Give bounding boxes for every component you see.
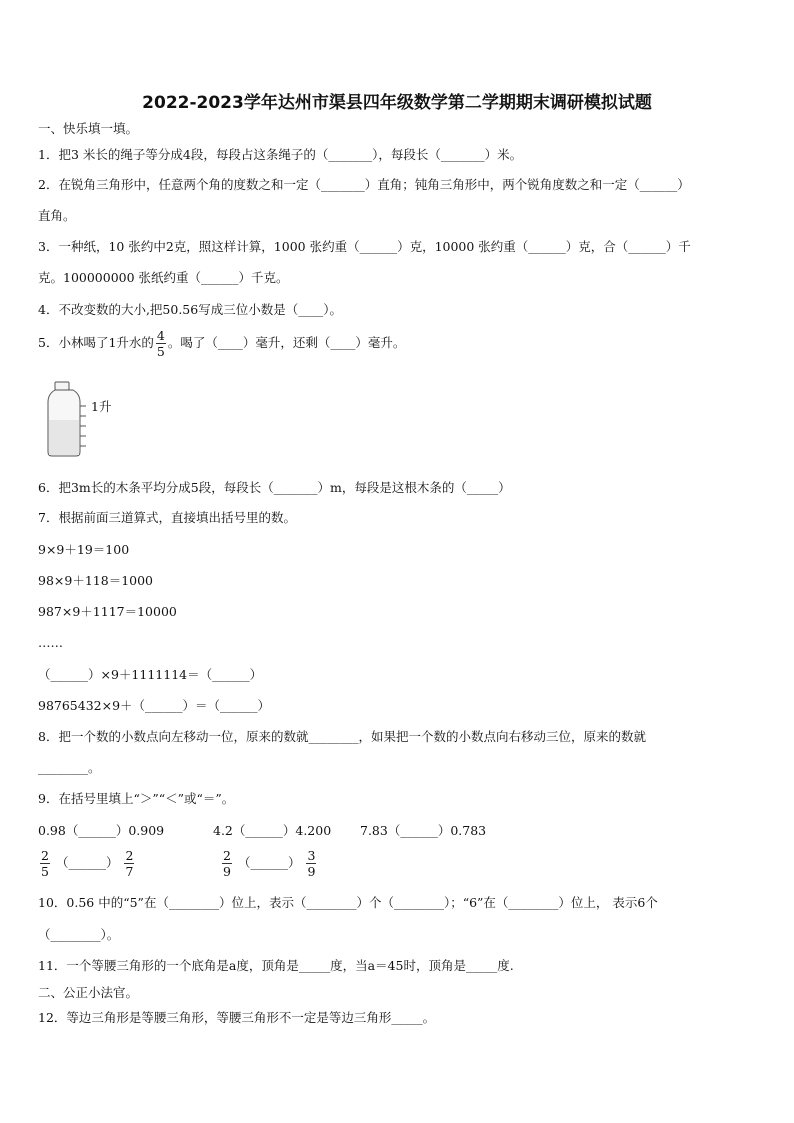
fraction-denominator: 9: [223, 864, 231, 879]
question-10-line-2: （________）。: [38, 927, 120, 942]
compare-2: 4.2（______）4.200: [213, 823, 332, 838]
question-9: 9．在括号里填上“＞”“＜”或“＝”。: [38, 791, 235, 806]
fraction-denominator: 7: [125, 864, 134, 879]
question-3-line-1: 3．一种纸，10 张约中2克，照这样计算，1000 张约重（______）克，10000 张约重（______）克，合（______）千: [38, 239, 691, 254]
equation-1: 9×9＋19＝100: [38, 542, 130, 557]
page-title: 2022-2023学年达州市渠县四年级数学第二学期期末调研模拟试题: [142, 93, 652, 113]
fraction-numerator: 2: [41, 848, 49, 863]
question-5-suffix: 。喝了（____）毫升，还剩（____）毫升。: [167, 335, 406, 350]
equation-4: （______）×9＋1111114＝（______）: [38, 667, 263, 682]
compare-fraction-1: [38, 848, 136, 879]
fraction-right: [306, 848, 316, 879]
question-5: [38, 328, 405, 359]
question-4: 4．不改变数的大小,把50.56写成三位小数是（____）。: [38, 302, 342, 317]
compare-fraction-2: [220, 848, 318, 879]
water-bottle-icon: [44, 380, 130, 458]
section-heading-2: 二、公正小法官。: [38, 985, 139, 1000]
question-8-line-2: ________。: [38, 760, 101, 775]
fraction-denominator: 5: [41, 864, 49, 879]
section-heading-1: 一、快乐填一填。: [38, 121, 139, 136]
question-5-prefix: 5．小林喝了1升水的: [38, 335, 154, 350]
question-1: 1．把3 米长的绳子等分成4段，每段占这条绳子的（_______），每段长（_______）米。: [38, 147, 523, 162]
answer-blank: （______）: [237, 855, 301, 870]
equation-2: 98×9＋118＝1000: [38, 573, 154, 588]
answer-blank: （______）: [55, 855, 119, 870]
question-12: 12．等边三角形是等腰三角形，等腰三角形不一定是等边三角形_____。: [38, 1010, 436, 1025]
question-10-line-1: 10．0.56 中的“5”在（________）位上，表示（________）个（________）；“6”在（________）位上， 表示6个: [38, 895, 658, 910]
equation-5: 98765432×9＋（______）＝（______）: [38, 698, 271, 713]
question-2-line-1: 2．在锐角三角形中，任意两个角的度数之和一定（_______）直角；钝角三角形中，两个锐角度数之和一定（______）: [38, 177, 690, 192]
equation-3: 987×9＋1117＝10000: [38, 604, 177, 619]
fraction-right: [124, 848, 134, 879]
fraction-denominator: 9: [307, 864, 316, 879]
fraction-numerator: 2: [125, 848, 134, 863]
fraction-numerator: 3: [307, 848, 316, 863]
fraction-numerator: 4: [156, 328, 165, 343]
compare-1: 0.98（______）0.909: [38, 823, 165, 838]
fraction-numerator: 2: [223, 848, 231, 863]
question-2-line-2: 直角。: [38, 208, 76, 223]
question-3-line-2: 克。100000000 张纸约重（______）千克。: [38, 270, 289, 285]
fraction-left: [40, 848, 50, 879]
bottle-label: 1升: [91, 399, 112, 414]
question-11: 11．一个等腰三角形的一个底角是a度，顶角是_____度，当a＝45时，顶角是_____度.: [38, 958, 514, 973]
fraction-four-fifths: [156, 328, 166, 359]
compare-3: 7.83（______）0.783: [360, 823, 487, 838]
question-7: 7．根据前面三道算式，直接填出括号里的数。: [38, 510, 296, 525]
fraction-denominator: 5: [156, 344, 165, 359]
question-6: 6．把3m长的木条平均分成5段，每段长（_______）m，每段是这根木条的（_____）: [38, 480, 511, 495]
ellipsis: ……: [38, 635, 63, 650]
question-8-line-1: 8．把一个数的小数点向左移动一位，原来的数就________，如果把一个数的小数点向右移动三位，原来的数就: [38, 729, 646, 744]
fraction-left: [222, 848, 232, 879]
